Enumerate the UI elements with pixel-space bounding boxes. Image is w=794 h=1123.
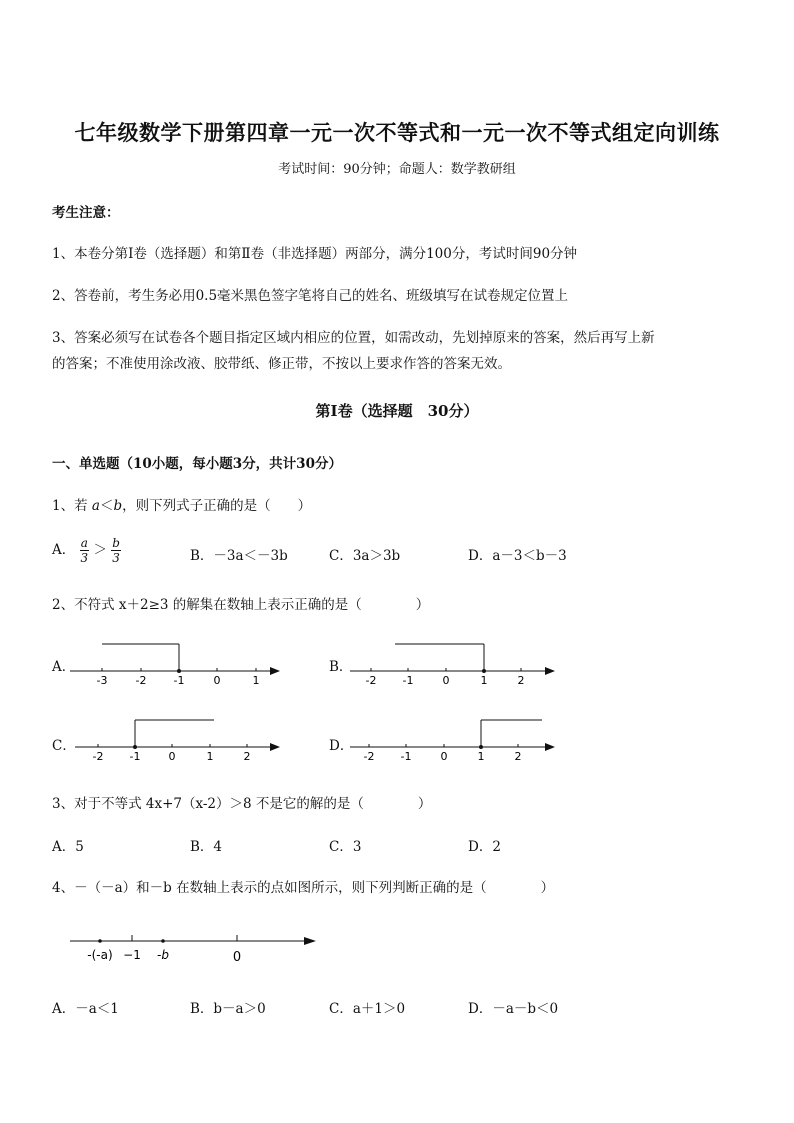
tick-label: -2	[135, 674, 147, 687]
axis-arrow	[270, 667, 280, 675]
q1-prefix: 1、若	[52, 498, 88, 514]
tick-label: -1	[129, 750, 141, 763]
tick-label: -1	[173, 674, 185, 687]
q1-fraction-a-over-3	[80, 536, 90, 565]
tick-label: -2	[92, 750, 104, 763]
q1-lt: ＜	[99, 498, 114, 514]
q4-option-b[interactable]: B．b－a＞0	[190, 1001, 266, 1017]
tick-label: 2	[514, 750, 522, 763]
axis-arrow	[545, 743, 555, 751]
frac-num: a	[80, 536, 88, 550]
q3-option-a[interactable]: A．5	[52, 839, 84, 855]
q2-option-d-label[interactable]: D．	[329, 738, 354, 754]
frac-den: 3	[112, 551, 120, 565]
q1-option-c[interactable]: C．3a＞3b	[329, 548, 401, 564]
q2-option-c-number-line	[75, 714, 285, 766]
question-3-stem: 3、对于不等式 4x+7（x-2）＞8 不是它的解的是（ ）	[52, 796, 432, 812]
tick-label: 1	[206, 750, 214, 763]
q2-option-b-label[interactable]: B．	[329, 659, 353, 675]
q1-fraction-b-over-3	[111, 536, 121, 565]
q2-option-c-label[interactable]: C．	[52, 738, 76, 754]
tick-label: 0	[442, 674, 450, 687]
tick-label: 1	[477, 750, 485, 763]
point-neg-neg-a	[98, 939, 102, 943]
label-zero: 0	[232, 950, 242, 965]
axis-arrow	[304, 937, 316, 945]
tick-label: 1	[480, 674, 488, 687]
tick-label: 0	[440, 750, 448, 763]
q3-option-b[interactable]: B．4	[190, 839, 223, 855]
label-neg-neg-a: -(-a)	[87, 948, 113, 962]
q4-option-d[interactable]: D．－a－b＜0	[468, 1001, 559, 1017]
q1-suffix: ，则下列式子正确的是（ ）	[122, 498, 312, 514]
q2-option-a-label[interactable]: A．	[52, 659, 76, 675]
part-heading: 一、单选题（10小题，每小题3分，共计30分）	[52, 456, 342, 472]
label-neg-one: −1	[123, 948, 141, 962]
tick-label: 1	[252, 674, 260, 687]
notice-item-3-line-2: 的答案；不准使用涂改液、胶带纸、修正带，不按以上要求作答的答案无效。	[52, 356, 511, 372]
q1-option-d[interactable]: D．a－3＜b－3	[468, 548, 567, 564]
tick-label: -3	[96, 674, 108, 687]
q1-option-a-op: ＞	[93, 542, 107, 558]
tick-label: 2	[243, 750, 251, 763]
question-4-stem: 4、－（－a）和－b 在数轴上表示的点如图所示，则下列判断正确的是（ ）	[52, 880, 555, 896]
q3-option-c[interactable]: C．3	[329, 839, 362, 855]
exam-subtitle: 考试时间：90分钟；命题人：数学教研组	[278, 162, 516, 177]
frac-den: 3	[80, 551, 89, 565]
frac-num: b	[112, 536, 120, 550]
notice-heading: 考生注意：	[52, 205, 120, 221]
question-2-stem: 2、不符式 x＋2≥3 的解集在数轴上表示正确的是（ ）	[52, 597, 430, 613]
notice-item-1: 1、本卷分第Ⅰ卷（选择题）和第Ⅱ卷（非选择题）两部分，满分100分，考试时间90分钟	[52, 246, 578, 262]
q1-option-a-label: A．	[52, 542, 76, 558]
label-neg-b: -b	[157, 948, 169, 962]
q4-number-line	[66, 928, 326, 968]
q1-var-a: a	[91, 498, 100, 514]
q4-option-c[interactable]: C．a＋1＞0	[329, 1001, 406, 1017]
q2-option-a-number-line	[70, 638, 285, 688]
tick-label: 0	[213, 674, 221, 687]
notice-item-2: 2、答卷前，考生务必用0.5毫米黑色签字笔将自己的姓名、班级填写在试卷规定位置上	[52, 288, 569, 304]
tick-label: -2	[363, 750, 375, 763]
q1-var-b: b	[113, 498, 123, 514]
axis-arrow	[270, 743, 280, 751]
point-neg-b	[161, 939, 165, 943]
tick-label: 2	[517, 674, 525, 687]
tick-label: -2	[365, 674, 377, 687]
q4-option-a[interactable]: A．－a＜1	[52, 1001, 119, 1017]
axis-arrow	[545, 667, 555, 675]
question-1-stem	[52, 494, 311, 514]
notice-item-3-line-1: 3、答案必须写在试卷各个题目指定区域内相应的位置，如需改动，先划掉原来的答案，然后再写上新	[52, 330, 655, 346]
section-title: 第Ⅰ卷（选择题 30分）	[315, 402, 479, 420]
tick-label: 0	[168, 750, 176, 763]
tick-label: -1	[400, 750, 412, 763]
tick-label: -1	[402, 674, 414, 687]
page-title: 七年级数学下册第四章一元一次不等式和一元一次不等式组定向训练	[74, 120, 720, 145]
q2-option-d-number-line	[350, 714, 560, 766]
q3-option-d[interactable]: D．2	[468, 839, 501, 855]
q2-option-b-number-line	[350, 638, 560, 688]
q1-option-a[interactable]	[52, 536, 121, 565]
q1-option-b[interactable]: B．－3a＜－3b	[190, 548, 288, 564]
